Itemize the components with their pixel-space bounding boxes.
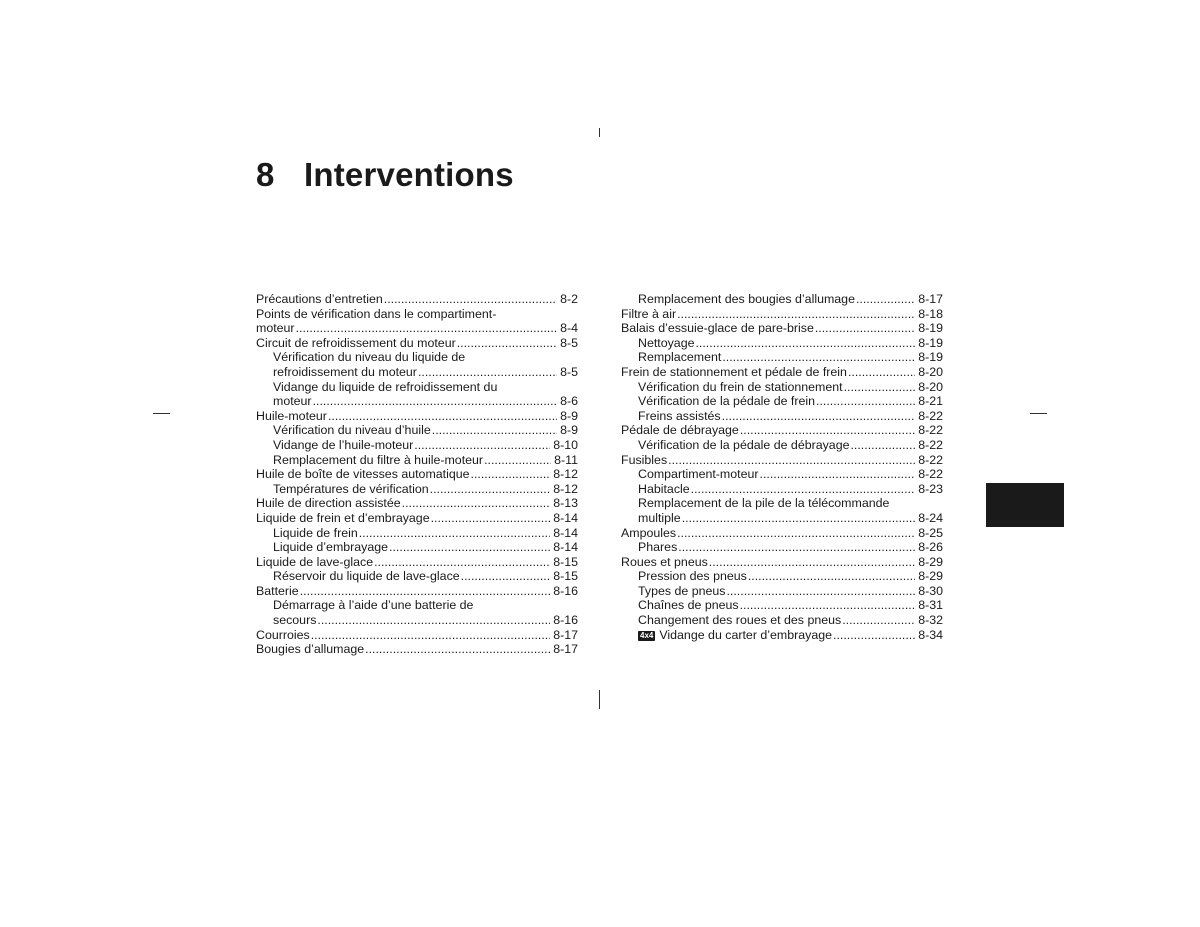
dot-leader [389, 540, 550, 555]
toc-page-number: 8-11 [554, 452, 578, 467]
four-wheel-drive-icon: 4x4 [640, 630, 654, 640]
toc-entry[interactable] [256, 511, 578, 526]
toc-page-number: 8-19 [918, 321, 943, 336]
toc-page-number: 8-16 [553, 583, 578, 598]
dot-leader [484, 453, 551, 468]
dot-leader [748, 569, 915, 584]
toc-entry-title: Remplacement [638, 350, 722, 365]
toc-entry-title: Vidange du carter d’embrayage [659, 627, 833, 642]
dot-leader [695, 336, 915, 351]
toc-page-number: 8-5 [560, 364, 578, 379]
dot-leader [668, 453, 915, 468]
toc-page-number: 8-25 [918, 525, 943, 540]
toc-entry-title: Habitacle [638, 481, 690, 496]
dot-leader [300, 584, 550, 599]
toc-entry-title: Courroies [256, 627, 310, 642]
toc-entry[interactable] [256, 540, 578, 555]
toc-entry-title: Circuit de refroidissement du moteur [256, 335, 456, 350]
toc-entry-title: Liquide de lave-glace [256, 554, 374, 569]
toc-entry-title: Températures de vérification [273, 481, 429, 496]
toc-page-number: 8-30 [918, 583, 943, 598]
toc-entry-title: Frein de stationnement et pédale de frein [621, 364, 847, 379]
toc-page-number: 8-20 [918, 379, 943, 394]
toc-entry-title: Vérification du frein de stationnement [638, 379, 843, 394]
toc-entry-title: Réservoir du liquide de lave-glace [273, 569, 460, 584]
toc-entry[interactable] [621, 569, 943, 584]
toc-entry[interactable] [256, 394, 578, 409]
toc-entry[interactable] [621, 526, 943, 541]
toc-page-number: 8-31 [918, 598, 943, 613]
dot-leader [402, 496, 551, 511]
crop-mark-top [599, 128, 600, 137]
dot-leader [740, 423, 915, 438]
toc-entry[interactable] [256, 321, 578, 336]
dot-leader [678, 540, 915, 555]
dot-leader [313, 394, 558, 409]
dot-leader [722, 350, 915, 365]
chapter-title-text: Interventions [304, 156, 514, 193]
dot-leader [328, 409, 557, 424]
dot-leader [677, 307, 915, 322]
dot-leader [816, 394, 915, 409]
toc-entry[interactable] [621, 423, 943, 438]
toc-page-number: 8-34 [918, 627, 943, 642]
toc-page-number: 8-22 [918, 437, 943, 452]
toc-left-column [256, 292, 578, 657]
toc-entry-title: Freins assistés [638, 408, 721, 423]
toc-page-number: 8-20 [918, 364, 943, 379]
toc-page-number: 8-2 [560, 292, 578, 306]
dot-leader [726, 584, 915, 599]
toc-page-number: 8-13 [553, 496, 578, 511]
toc-entry[interactable] [621, 350, 943, 365]
toc-entry-title: moteur [273, 394, 312, 409]
toc-entry[interactable] [621, 394, 943, 409]
toc-entry-title: Chaînes de pneus [638, 598, 739, 613]
dot-leader [722, 409, 916, 424]
dot-leader [471, 467, 551, 482]
toc-page-number: 8-14 [553, 540, 578, 555]
toc-page-number: 8-22 [918, 452, 943, 467]
toc-entry[interactable] [621, 482, 943, 497]
toc-entry-line: Démarrage à l’aide d’une batterie de [273, 598, 474, 613]
toc-entry[interactable] [256, 453, 578, 468]
toc-entry-title: Phares [638, 540, 678, 555]
toc-page-number: 8-22 [918, 423, 943, 438]
toc-entry-title: Huile de direction assistée [256, 496, 401, 511]
toc-entry[interactable] [621, 321, 943, 336]
toc-page-number: 8-12 [553, 481, 578, 496]
toc-entry[interactable] [621, 292, 943, 307]
toc-entry[interactable] [621, 555, 943, 570]
toc-page-number: 8-18 [918, 306, 943, 321]
toc-entry-title: Nettoyage [638, 335, 695, 350]
toc-entry[interactable] [256, 409, 578, 424]
toc-page-number: 8-10 [553, 437, 578, 452]
toc-page-number: 8-29 [918, 554, 943, 569]
toc-page-number: 8-22 [918, 408, 943, 423]
toc-entry-title: Compartiment-moteur [638, 467, 759, 482]
toc-entry-title: Vérification de la pédale de débrayage [638, 437, 850, 452]
toc-entry[interactable] [256, 438, 578, 453]
toc-entry[interactable] [621, 628, 943, 643]
toc-page-number: 8-16 [553, 613, 578, 628]
dot-leader [682, 511, 915, 526]
toc-entry-title: Pression des pneus [638, 569, 747, 584]
toc-entry[interactable] [256, 292, 578, 307]
toc-entry[interactable] [256, 628, 578, 643]
toc-entry-title: Remplacement des bougies d’allumage [638, 292, 855, 306]
toc-entry[interactable] [256, 423, 578, 438]
toc-entry[interactable] [621, 511, 943, 526]
crop-mark-bottom [599, 690, 600, 709]
toc-page-number: 8-19 [918, 350, 943, 365]
toc-page-number: 8-17 [553, 627, 578, 642]
toc-entry-line: Remplacement de la pile de la télécommande [638, 496, 890, 511]
dot-leader [844, 380, 916, 395]
toc-entry-title: Vérification du niveau d’huile [273, 423, 431, 438]
toc-entry[interactable] [256, 555, 578, 570]
toc-entry[interactable] [621, 598, 943, 613]
toc-entry[interactable] [621, 365, 943, 380]
dot-leader [374, 555, 550, 570]
toc-page-number: 8-9 [560, 423, 578, 438]
chapter-number: 8 [256, 156, 275, 193]
toc-entry-line: Points de vérification dans le compartiment- [256, 306, 497, 321]
dot-leader [850, 438, 915, 453]
toc-entry[interactable] [621, 540, 943, 555]
dot-leader [848, 365, 915, 380]
toc-entry[interactable] [256, 365, 578, 380]
toc-entry-title: Vidange de l’huile-moteur [273, 437, 414, 452]
toc-entry-title: Filtre à air [621, 306, 677, 321]
toc-page-number: 8-22 [918, 467, 943, 482]
dot-leader [740, 598, 916, 613]
dot-leader [457, 336, 557, 351]
toc-page-number: 8-17 [553, 642, 578, 657]
toc-entry[interactable] [256, 336, 578, 351]
toc-entry-title: Balais d’essuie-glace de pare-brise [621, 321, 814, 336]
dot-leader [384, 292, 557, 307]
toc-entry[interactable] [621, 336, 943, 351]
dot-leader [432, 423, 557, 438]
toc-page-number: 8-29 [918, 569, 943, 584]
dot-leader [461, 569, 551, 584]
dot-leader [311, 628, 550, 643]
toc-entry-title: Bougies d’allumage [256, 642, 365, 657]
dot-leader [317, 613, 550, 628]
dot-leader [359, 526, 550, 541]
toc-entry[interactable] [256, 467, 578, 482]
dot-leader [430, 482, 551, 497]
toc-entry[interactable] [256, 642, 578, 657]
toc-entry[interactable] [621, 438, 943, 453]
toc-page-number: 8-14 [553, 510, 578, 525]
toc-entry[interactable] [621, 409, 943, 424]
toc-page-number: 8-14 [553, 525, 578, 540]
toc-entry[interactable] [256, 584, 578, 599]
toc-page-number: 8-15 [553, 569, 578, 584]
toc-entry[interactable] [621, 467, 943, 482]
toc-entry-title: Fusibles [621, 452, 668, 467]
toc-entry[interactable] [621, 613, 943, 628]
dot-leader [760, 467, 916, 482]
toc-entry-title: Changement des roues et des pneus [638, 613, 842, 628]
toc-page-number: 8-26 [918, 540, 943, 555]
dot-leader [842, 613, 915, 628]
toc-entry[interactable] [256, 569, 578, 584]
toc-entry-title: Batterie [256, 583, 299, 598]
toc-page-number: 8-12 [553, 467, 578, 482]
toc-entry-title: Liquide d’embrayage [273, 540, 389, 555]
toc-page-number: 8-9 [560, 408, 578, 423]
toc-page-number: 8-4 [560, 321, 578, 336]
toc-entry-title: Vérification de la pédale de frein [638, 394, 816, 409]
toc-entry-title: secours [273, 613, 317, 628]
dot-leader [365, 642, 550, 657]
toc-entry-title: moteur [256, 321, 295, 336]
toc-entry[interactable] [256, 613, 578, 628]
dot-leader [296, 321, 558, 336]
toc-entry-title: Roues et pneus [621, 554, 708, 569]
dot-leader [833, 628, 915, 643]
toc-entry-line: Vidange du liquide de refroidissement du [273, 379, 498, 394]
toc-entry-title: Huile-moteur [256, 408, 327, 423]
dot-leader [677, 526, 915, 541]
toc-entry-title: Remplacement du filtre à huile-moteur [273, 452, 484, 467]
toc-entry-title: Liquide de frein et d’embrayage [256, 510, 430, 525]
dot-leader [431, 511, 551, 526]
toc-page-number: 8-32 [918, 613, 943, 628]
dot-leader [414, 438, 550, 453]
toc-entry-line: Vérification du niveau du liquide de [273, 350, 466, 365]
chapter-title [256, 156, 514, 194]
dot-leader [709, 555, 915, 570]
toc-page-number: 8-17 [918, 292, 943, 306]
crop-mark-left [153, 413, 170, 414]
dot-leader [418, 365, 557, 380]
toc-entry[interactable] [256, 482, 578, 497]
dot-leader [856, 292, 915, 307]
toc-entry-title: Ampoules [621, 525, 677, 540]
dot-leader [815, 321, 915, 336]
toc-entry-title: refroidissement du moteur [273, 364, 417, 379]
toc-entry-title: Types de pneus [638, 583, 726, 598]
toc-page-number: 8-6 [560, 394, 578, 409]
toc-page-number: 8-19 [918, 335, 943, 350]
toc-page-number: 8-15 [553, 554, 578, 569]
crop-mark-right [1030, 413, 1047, 414]
toc-page-number: 8-24 [918, 510, 943, 525]
toc-entry[interactable] [621, 584, 943, 599]
toc-entry[interactable] [621, 307, 943, 322]
toc-page-number: 8-23 [918, 481, 943, 496]
toc-entry-title: Huile de boîte de vitesses automatique [256, 467, 470, 482]
toc-entry-title: Précautions d’entretien [256, 292, 383, 306]
chapter-tab [986, 483, 1064, 527]
toc-entry-title: multiple [638, 510, 681, 525]
dot-leader [691, 482, 916, 497]
toc-entry-title: Liquide de frein [273, 525, 358, 540]
toc-entry[interactable] [621, 453, 943, 468]
toc-entry[interactable] [256, 526, 578, 541]
toc-page-number: 8-5 [560, 335, 578, 350]
toc-page-number: 8-21 [918, 394, 943, 409]
toc-entry[interactable] [621, 380, 943, 395]
toc-right-column [621, 292, 943, 642]
toc-entry-title: Pédale de débrayage [621, 423, 739, 438]
toc-entry[interactable] [256, 496, 578, 511]
